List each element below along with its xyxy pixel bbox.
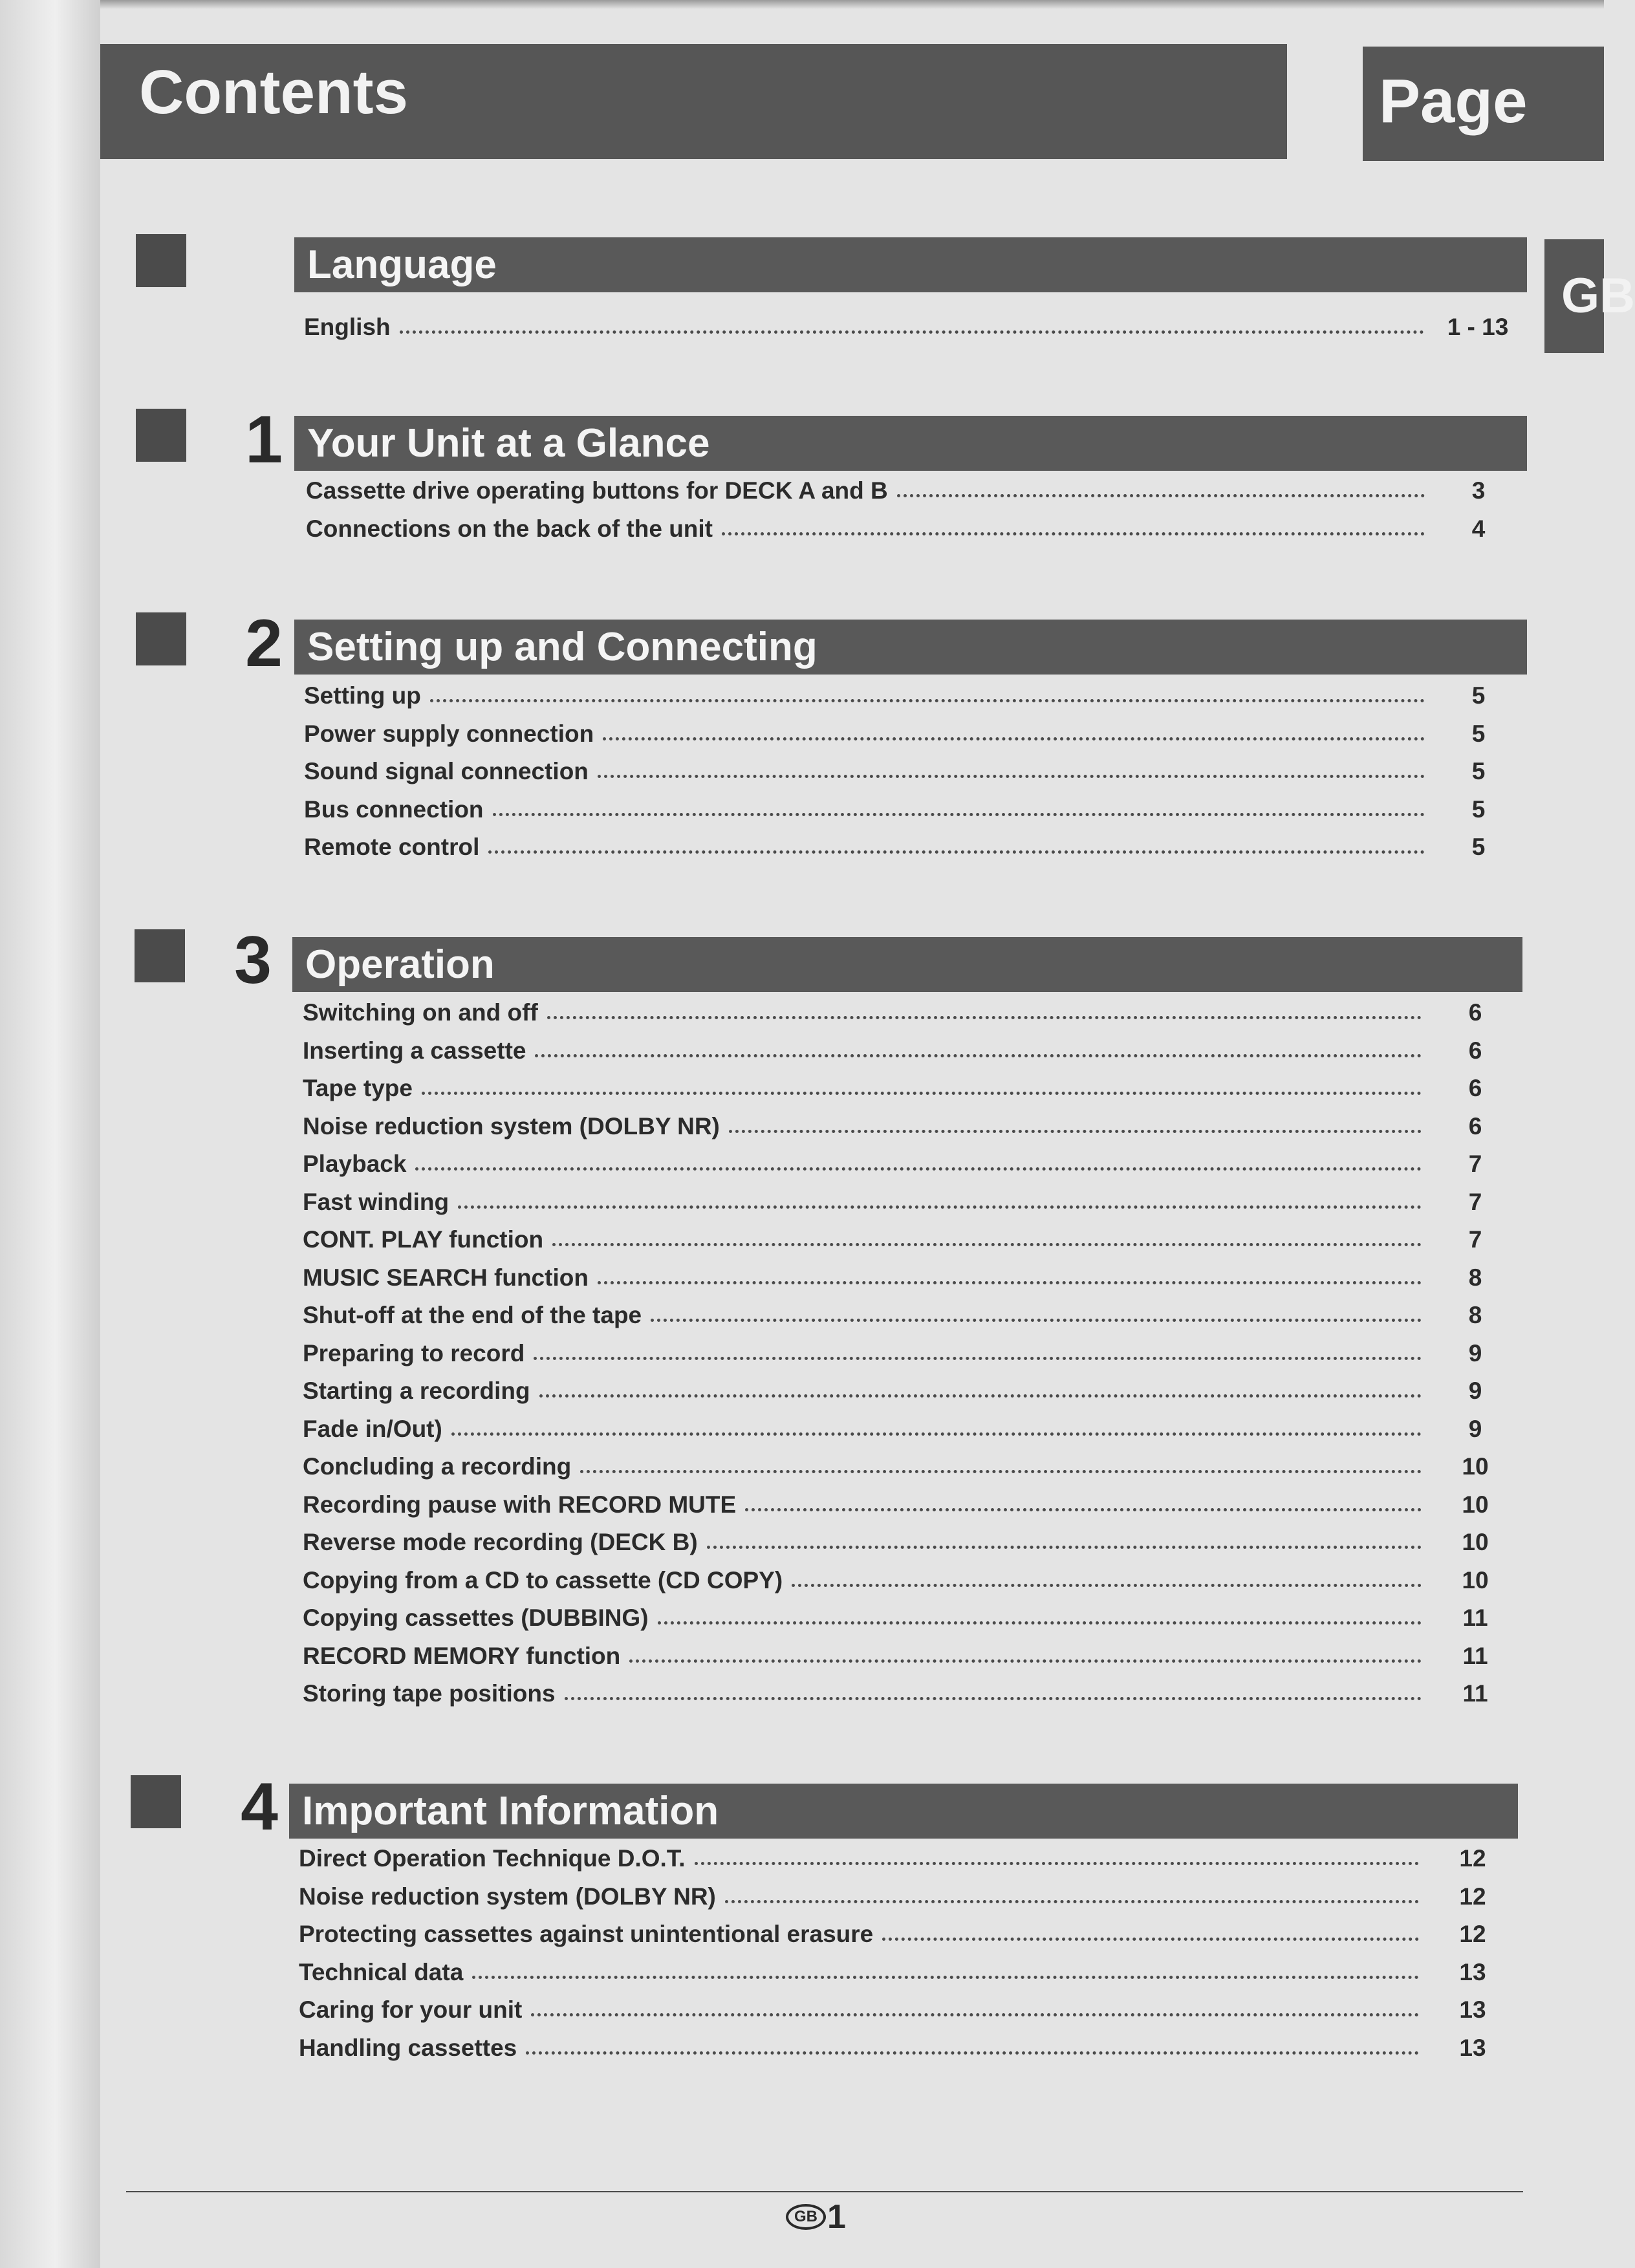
entry-title: Preparing to record xyxy=(303,1339,525,1366)
toc-entry[interactable] xyxy=(304,834,1527,872)
toc-entry[interactable] xyxy=(299,1845,1521,1883)
section-entries xyxy=(303,999,1524,1718)
section-entries xyxy=(299,1845,1521,2072)
dot-leader xyxy=(603,737,1425,740)
entry-page: 9 xyxy=(1468,1377,1482,1404)
toc-entry[interactable] xyxy=(303,1075,1524,1113)
dot-leader xyxy=(598,1281,1422,1284)
dot-leader xyxy=(539,1394,1422,1398)
entry-page: 5 xyxy=(1471,795,1486,823)
dot-leader xyxy=(493,813,1425,816)
entry-page: 11 xyxy=(1462,1642,1488,1669)
entry-title: MUSIC SEARCH function xyxy=(303,1264,589,1291)
dot-leader xyxy=(458,1205,1422,1209)
section-marker-square xyxy=(136,409,186,462)
toc-entry[interactable] xyxy=(306,515,1527,554)
entry-title: Recording pause with RECORD MUTE xyxy=(303,1491,737,1518)
entry-title: Connections on the back of the unit xyxy=(306,515,713,542)
dot-leader xyxy=(695,1862,1419,1865)
toc-entry[interactable] xyxy=(303,1680,1524,1718)
entry-title: Reverse mode recording (DECK B) xyxy=(303,1529,698,1555)
dot-leader xyxy=(430,699,1425,702)
toc-entry[interactable] xyxy=(303,1567,1524,1605)
toc-entry[interactable] xyxy=(304,720,1527,759)
entry-title: Copying from a CD to cassette (CD COPY) xyxy=(303,1566,783,1593)
section-title-bar: Your Unit at a Glance xyxy=(294,416,1527,471)
section-number: 1 xyxy=(245,402,283,477)
entry-title: Noise reduction system (DOLBY NR) xyxy=(303,1112,720,1139)
entry-title: Protecting cassettes against unintentional erasure xyxy=(299,1921,874,1947)
dot-leader xyxy=(651,1319,1422,1322)
dot-leader xyxy=(552,1243,1422,1246)
entry-title: Starting a recording xyxy=(303,1377,530,1404)
dot-leader xyxy=(707,1546,1422,1549)
entry-page: 6 xyxy=(1468,1075,1482,1101)
entry-page: 6 xyxy=(1468,1112,1482,1139)
entry-title: Switching on and off xyxy=(303,999,538,1026)
entry-page: 12 xyxy=(1459,1921,1486,1947)
dot-leader xyxy=(729,1130,1422,1133)
toc-entry[interactable] xyxy=(303,1643,1524,1681)
dot-leader xyxy=(565,1697,1422,1700)
entry-title: Storing tape positions xyxy=(303,1680,556,1707)
section-marker-square xyxy=(136,612,186,665)
entry-title: English xyxy=(304,314,391,340)
toc-entry[interactable] xyxy=(303,1529,1524,1567)
entry-title: Cassette drive operating buttons for DECK A and B xyxy=(306,477,888,504)
dot-leader xyxy=(526,2051,1419,2055)
section-number: 4 xyxy=(241,1769,278,1844)
dot-leader xyxy=(535,1054,1422,1057)
scan-edge-shadow xyxy=(100,0,1604,9)
dot-leader xyxy=(400,330,1424,334)
gb-badge: GB xyxy=(786,2204,826,2230)
toc-entry[interactable] xyxy=(303,1037,1524,1075)
dot-leader xyxy=(658,1621,1422,1625)
section-title-bar: Language xyxy=(294,237,1527,292)
entry-page: 4 xyxy=(1471,515,1486,542)
dot-leader xyxy=(415,1167,1422,1171)
entry-title: Fast winding xyxy=(303,1188,449,1215)
entry-page: 10 xyxy=(1462,1491,1489,1518)
section-entries xyxy=(304,682,1527,872)
footer-page-number xyxy=(786,2198,846,2236)
toc-entry[interactable] xyxy=(303,1189,1524,1227)
entry-title: Setting up xyxy=(304,682,421,709)
entry-page: 9 xyxy=(1468,1339,1482,1366)
toc-entry[interactable] xyxy=(303,1150,1524,1189)
entry-page: 7 xyxy=(1468,1226,1482,1253)
entry-title: Technical data xyxy=(299,1958,464,1985)
section-entries xyxy=(306,477,1527,553)
section-title-bar: Important Information xyxy=(289,1784,1518,1839)
entry-title: Bus connection xyxy=(304,795,484,823)
dot-leader xyxy=(725,1900,1419,1903)
dot-leader xyxy=(422,1092,1422,1095)
entry-page: 7 xyxy=(1468,1150,1482,1177)
entry-title: Copying cassettes (DUBBING) xyxy=(303,1604,649,1631)
entry-title: Inserting a cassette xyxy=(303,1037,526,1064)
dot-leader xyxy=(488,850,1425,854)
entry-page: 13 xyxy=(1459,2034,1486,2061)
footer-divider xyxy=(126,2191,1523,2192)
toc-entry[interactable] xyxy=(304,682,1527,720)
dot-leader xyxy=(451,1432,1422,1436)
toc-entry[interactable] xyxy=(303,1264,1524,1302)
entry-page: 13 xyxy=(1459,1958,1486,1985)
toc-entry[interactable] xyxy=(299,1959,1521,1997)
toc-entry[interactable] xyxy=(303,1491,1524,1529)
page-column-title: Page xyxy=(1363,47,1604,161)
entry-page: 10 xyxy=(1462,1529,1489,1555)
section-title-bar: Setting up and Connecting xyxy=(294,620,1527,675)
toc-entry[interactable] xyxy=(304,314,1526,352)
toc-entry[interactable] xyxy=(303,1453,1524,1491)
entry-title: Noise reduction system (DOLBY NR) xyxy=(299,1883,716,1910)
contents-title: Contents xyxy=(100,44,1287,159)
entry-title: Tape type xyxy=(303,1075,413,1101)
page-binding-edge xyxy=(0,0,100,2268)
dot-leader xyxy=(629,1659,1422,1663)
entry-title: Direct Operation Technique D.O.T. xyxy=(299,1845,686,1872)
page-number: 1 xyxy=(827,2198,846,2236)
entry-page: 13 xyxy=(1459,1996,1486,2023)
entry-page: 11 xyxy=(1462,1680,1488,1707)
entry-page: 10 xyxy=(1462,1566,1489,1593)
entry-page: 8 xyxy=(1468,1264,1482,1291)
dot-leader xyxy=(598,775,1425,778)
entry-page: 12 xyxy=(1459,1883,1486,1910)
entry-page: 8 xyxy=(1468,1302,1482,1328)
section-marker-square xyxy=(136,234,186,287)
entry-title: Concluding a recording xyxy=(303,1453,572,1480)
dot-leader xyxy=(534,1357,1422,1360)
entry-page: 5 xyxy=(1471,834,1486,860)
toc-entry[interactable] xyxy=(304,796,1527,834)
dot-leader xyxy=(792,1584,1422,1587)
toc-entry[interactable] xyxy=(299,1921,1521,1959)
entry-page: 5 xyxy=(1471,682,1486,709)
toc-entry[interactable] xyxy=(303,1113,1524,1151)
dot-leader xyxy=(531,2013,1419,2016)
entry-title: Remote control xyxy=(304,834,480,860)
dot-leader xyxy=(745,1508,1422,1511)
section-marker-square xyxy=(131,1775,181,1828)
section-entries xyxy=(304,314,1526,352)
entry-page: 12 xyxy=(1459,1845,1486,1872)
entry-title: RECORD MEMORY function xyxy=(303,1642,621,1669)
toc-entry[interactable] xyxy=(303,1416,1524,1454)
language-tab: GB xyxy=(1544,239,1604,353)
dot-leader xyxy=(580,1470,1422,1473)
toc-entry[interactable] xyxy=(303,1604,1524,1643)
entry-page: 3 xyxy=(1471,477,1486,504)
entry-title: Handling cassettes xyxy=(299,2034,517,2061)
toc-entry[interactable] xyxy=(299,1883,1521,1921)
entry-title: Shut-off at the end of the tape xyxy=(303,1302,642,1328)
toc-entry[interactable] xyxy=(303,999,1524,1037)
toc-entry[interactable] xyxy=(303,1302,1524,1340)
toc-entry[interactable] xyxy=(303,1377,1524,1416)
entry-title: Caring for your unit xyxy=(299,1996,523,2023)
toc-entry[interactable] xyxy=(299,1996,1521,2035)
entry-page: 9 xyxy=(1468,1415,1482,1442)
entry-title: Sound signal connection xyxy=(304,758,589,784)
entry-title: Fade in/Out) xyxy=(303,1415,442,1442)
dot-leader xyxy=(897,494,1425,497)
section-marker-square xyxy=(135,929,185,982)
toc-entry[interactable] xyxy=(304,758,1527,796)
entry-page: 6 xyxy=(1468,1037,1482,1064)
entry-page: 10 xyxy=(1462,1453,1489,1480)
toc-entry[interactable] xyxy=(306,477,1527,515)
dot-leader xyxy=(722,532,1425,535)
entry-page: 11 xyxy=(1462,1604,1488,1631)
entry-title: Power supply connection xyxy=(304,720,594,747)
toc-entry[interactable] xyxy=(303,1226,1524,1264)
dot-leader xyxy=(547,1016,1422,1019)
section-title-bar: Operation xyxy=(292,937,1522,992)
dot-leader xyxy=(472,1976,1419,1979)
dot-leader xyxy=(882,1938,1419,1941)
section-number: 3 xyxy=(234,923,272,998)
toc-entry[interactable] xyxy=(303,1340,1524,1378)
entry-page: 5 xyxy=(1471,758,1486,784)
section-number: 2 xyxy=(245,606,283,681)
entry-page: 7 xyxy=(1468,1188,1482,1215)
toc-entry[interactable] xyxy=(299,2035,1521,2073)
entry-page: 6 xyxy=(1468,999,1482,1026)
entry-title: Playback xyxy=(303,1150,407,1177)
entry-page: 5 xyxy=(1471,720,1486,747)
entry-page: 1 - 13 xyxy=(1447,314,1509,340)
entry-title: CONT. PLAY function xyxy=(303,1226,544,1253)
